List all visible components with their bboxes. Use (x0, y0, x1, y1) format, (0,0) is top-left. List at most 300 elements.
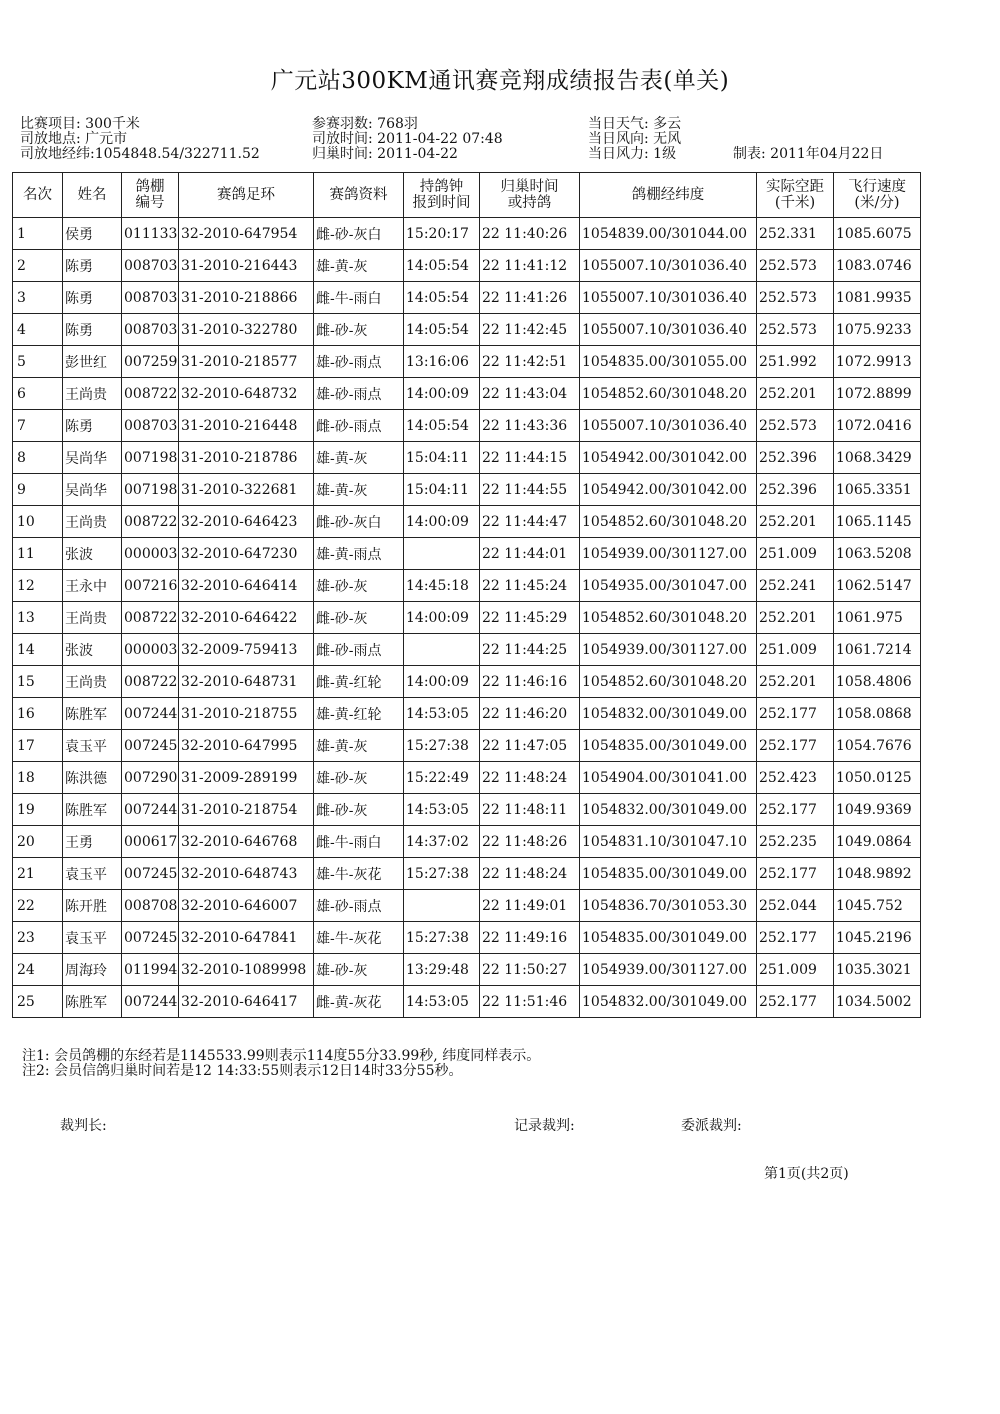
cell-return-time: 22 11:44:15 (480, 442, 580, 474)
cell-bird-info: 雌-砂-雨点 (314, 634, 404, 666)
cell-rank: 5 (13, 346, 63, 378)
header-text: 或持鸽 (507, 195, 552, 211)
header-text: 持鸽钟 (419, 179, 464, 195)
cell-speed: 1081.9935 (834, 282, 921, 314)
cell-rank: 4 (13, 314, 63, 346)
cell-speed: 1054.7676 (834, 730, 921, 762)
cell-clock-time: 15:04:11 (404, 474, 480, 506)
cell-distance: 251.009 (757, 954, 834, 986)
cell-ring-number: 31-2010-218786 (179, 442, 314, 474)
cell-loft-id: 008703 (122, 282, 179, 314)
cell-return-time: 22 11:44:25 (480, 634, 580, 666)
cell-rank: 19 (13, 794, 63, 826)
cell-distance: 252.177 (757, 986, 834, 1018)
table-header-row (13, 173, 921, 218)
cell-name: 袁玉平 (63, 922, 122, 954)
table-row (13, 922, 921, 954)
cell-bird-info: 雌-砂-灰白 (314, 218, 404, 250)
cell-loft-coords: 1054942.00/301042.00 (580, 474, 757, 506)
cell-loft-coords: 1054852.60/301048.20 (580, 602, 757, 634)
cell-rank: 18 (13, 762, 63, 794)
cell-name: 陈胜军 (63, 794, 122, 826)
cell-distance: 252.201 (757, 506, 834, 538)
cell-ring-number: 32-2010-647995 (179, 730, 314, 762)
cell-distance: 252.235 (757, 826, 834, 858)
table-row (13, 986, 921, 1018)
cell-clock-time: 13:16:06 (404, 346, 480, 378)
cell-name: 吴尚华 (63, 442, 122, 474)
cell-return-time: 22 11:48:26 (480, 826, 580, 858)
cell-rank: 15 (13, 666, 63, 698)
cell-name: 陈胜军 (63, 986, 122, 1018)
cell-distance: 252.241 (757, 570, 834, 602)
footnote-1: 注1: 会员鸽棚的东经若是1145533.99则表示114度55分33.99秒, 纬度同样表示。 (22, 1048, 541, 1064)
cell-rank: 7 (13, 410, 63, 442)
cell-bird-info: 雄-砂-雨点 (314, 378, 404, 410)
header-rank (13, 173, 63, 218)
cell-speed: 1072.9913 (834, 346, 921, 378)
header-text: 鸽棚 (135, 179, 165, 195)
cell-return-time: 22 11:48:24 (480, 858, 580, 890)
cell-ring-number: 32-2010-646417 (179, 986, 314, 1018)
cell-return-time: 22 11:46:20 (480, 698, 580, 730)
cell-speed: 1072.8899 (834, 378, 921, 410)
cell-rank: 17 (13, 730, 63, 762)
cell-speed: 1048.9892 (834, 858, 921, 890)
cell-clock-time (404, 890, 480, 922)
table-row (13, 602, 921, 634)
cell-rank: 20 (13, 826, 63, 858)
header-text: 名次 (23, 187, 52, 203)
cell-distance: 252.423 (757, 762, 834, 794)
cell-loft-id: 007244 (122, 698, 179, 730)
cell-return-time: 22 11:49:16 (480, 922, 580, 954)
cell-ring-number: 31-2010-218577 (179, 346, 314, 378)
cell-loft-id: 008722 (122, 602, 179, 634)
cell-speed: 1058.0868 (834, 698, 921, 730)
cell-speed: 1045.752 (834, 890, 921, 922)
cell-bird-info: 雌-牛-雨白 (314, 282, 404, 314)
cell-rank: 3 (13, 282, 63, 314)
cell-return-time: 22 11:43:04 (480, 378, 580, 410)
cell-return-time: 22 11:51:46 (480, 986, 580, 1018)
cell-clock-time (404, 634, 480, 666)
cell-distance: 252.396 (757, 474, 834, 506)
cell-return-time: 22 11:48:11 (480, 794, 580, 826)
cell-return-time: 22 11:44:47 (480, 506, 580, 538)
info-column-left (20, 117, 260, 162)
cell-clock-time: 14:00:09 (404, 602, 480, 634)
table-row (13, 794, 921, 826)
cell-bird-info: 雄-砂-灰 (314, 762, 404, 794)
cell-clock-time: 14:05:54 (404, 314, 480, 346)
cell-loft-coords: 1054832.00/301049.00 (580, 698, 757, 730)
cell-bird-info: 雄-黄-灰 (314, 250, 404, 282)
cell-name: 陈洪德 (63, 762, 122, 794)
cell-loft-coords: 1054852.60/301048.20 (580, 506, 757, 538)
cell-return-time: 22 11:49:01 (480, 890, 580, 922)
info-table-maker-date: 制表: 2011年04月22日 (733, 146, 884, 162)
header-text: 鸽棚经纬度 (631, 187, 705, 203)
cell-speed: 1049.0864 (834, 826, 921, 858)
table-row (13, 506, 921, 538)
cell-loft-id: 011133 (122, 218, 179, 250)
cell-bird-info: 雄-黄-雨点 (314, 538, 404, 570)
cell-distance: 252.201 (757, 378, 834, 410)
cell-loft-id: 007216 (122, 570, 179, 602)
cell-name: 王尚贵 (63, 506, 122, 538)
header-text: (千米) (774, 195, 816, 211)
cell-speed: 1034.5002 (834, 986, 921, 1018)
cell-loft-id: 007245 (122, 858, 179, 890)
header-return-time (480, 173, 580, 218)
cell-return-time: 22 11:40:26 (480, 218, 580, 250)
cell-loft-id: 008722 (122, 666, 179, 698)
table-row (13, 762, 921, 794)
info-return-date: 归巢时间: 2011-04-22 (312, 146, 458, 162)
cell-loft-coords: 1055007.10/301036.40 (580, 282, 757, 314)
info-weather: 当日天气: 多云 (588, 116, 682, 132)
cell-loft-id: 008703 (122, 410, 179, 442)
cell-name: 张波 (63, 634, 122, 666)
cell-clock-time: 15:22:49 (404, 762, 480, 794)
info-release-coords: 司放地经纬:1054848.54/322711.52 (20, 146, 260, 162)
cell-rank: 2 (13, 250, 63, 282)
cell-speed: 1085.6075 (834, 218, 921, 250)
cell-speed: 1058.4806 (834, 666, 921, 698)
cell-clock-time: 14:00:09 (404, 378, 480, 410)
cell-loft-coords: 1054835.00/301049.00 (580, 922, 757, 954)
cell-rank: 10 (13, 506, 63, 538)
cell-loft-coords: 1054904.00/301041.00 (580, 762, 757, 794)
cell-return-time: 22 11:44:01 (480, 538, 580, 570)
cell-bird-info: 雄-黄-灰 (314, 442, 404, 474)
cell-clock-time: 15:27:38 (404, 858, 480, 890)
cell-bird-info: 雌-黄-灰花 (314, 986, 404, 1018)
header-clock-time (404, 173, 480, 218)
cell-loft-coords: 1054839.00/301044.00 (580, 218, 757, 250)
cell-distance: 252.573 (757, 282, 834, 314)
cell-loft-id: 008703 (122, 250, 179, 282)
cell-name: 陈勇 (63, 282, 122, 314)
cell-return-time: 22 11:43:36 (480, 410, 580, 442)
cell-name: 王永中 (63, 570, 122, 602)
cell-loft-coords: 1055007.10/301036.40 (580, 250, 757, 282)
cell-clock-time: 15:27:38 (404, 730, 480, 762)
cell-rank: 25 (13, 986, 63, 1018)
cell-loft-id: 008708 (122, 890, 179, 922)
cell-loft-coords: 1054832.00/301049.00 (580, 794, 757, 826)
cell-distance: 252.201 (757, 602, 834, 634)
cell-loft-coords: 1054852.60/301048.20 (580, 378, 757, 410)
cell-ring-number: 31-2009-289199 (179, 762, 314, 794)
recording-referee-signature: 记录裁判: (514, 1118, 575, 1134)
footnotes (22, 1049, 540, 1079)
header-bird-info (314, 173, 404, 218)
cell-distance: 252.177 (757, 922, 834, 954)
cell-loft-id: 007245 (122, 730, 179, 762)
header-loft-id (122, 173, 179, 218)
cell-loft-id: 007244 (122, 794, 179, 826)
cell-loft-id: 007198 (122, 474, 179, 506)
cell-loft-id: 000003 (122, 538, 179, 570)
cell-return-time: 22 11:45:24 (480, 570, 580, 602)
cell-loft-coords: 1054832.00/301049.00 (580, 986, 757, 1018)
cell-speed: 1061.7214 (834, 634, 921, 666)
cell-distance: 252.573 (757, 250, 834, 282)
cell-bird-info: 雄-砂-灰 (314, 570, 404, 602)
cell-loft-coords: 1054831.10/301047.10 (580, 826, 757, 858)
header-text: 飞行速度 (848, 179, 906, 195)
table-row (13, 698, 921, 730)
cell-clock-time: 14:05:54 (404, 410, 480, 442)
cell-distance: 252.177 (757, 858, 834, 890)
cell-return-time: 22 11:41:12 (480, 250, 580, 282)
header-text: 编号 (135, 195, 165, 211)
cell-speed: 1061.975 (834, 602, 921, 634)
cell-rank: 6 (13, 378, 63, 410)
cell-clock-time: 13:29:48 (404, 954, 480, 986)
cell-name: 王勇 (63, 826, 122, 858)
cell-speed: 1049.9369 (834, 794, 921, 826)
cell-ring-number: 31-2010-322681 (179, 474, 314, 506)
cell-distance: 252.177 (757, 730, 834, 762)
cell-name: 陈勇 (63, 250, 122, 282)
cell-distance: 252.177 (757, 698, 834, 730)
info-race-item: 比赛项目: 300千米 (20, 116, 140, 132)
cell-name: 袁玉平 (63, 730, 122, 762)
cell-loft-coords: 1054835.00/301049.00 (580, 730, 757, 762)
cell-bird-info: 雄-牛-灰花 (314, 922, 404, 954)
table-row (13, 410, 921, 442)
cell-rank: 23 (13, 922, 63, 954)
cell-return-time: 22 11:42:51 (480, 346, 580, 378)
header-text: 报到时间 (412, 195, 471, 211)
cell-return-time: 22 11:44:55 (480, 474, 580, 506)
page-number: 第1页(共2页) (764, 1166, 849, 1182)
cell-bird-info: 雄-黄-灰 (314, 730, 404, 762)
cell-speed: 1063.5208 (834, 538, 921, 570)
cell-rank: 8 (13, 442, 63, 474)
cell-speed: 1035.3021 (834, 954, 921, 986)
cell-bird-info: 雌-牛-雨白 (314, 826, 404, 858)
cell-bird-info: 雄-砂-灰 (314, 954, 404, 986)
cell-ring-number: 32-2010-648743 (179, 858, 314, 890)
cell-ring-number: 32-2010-1089998 (179, 954, 314, 986)
cell-ring-number: 32-2010-646768 (179, 826, 314, 858)
cell-name: 王尚贵 (63, 602, 122, 634)
cell-ring-number: 31-2010-322780 (179, 314, 314, 346)
cell-clock-time: 14:37:02 (404, 826, 480, 858)
cell-distance: 251.992 (757, 346, 834, 378)
cell-speed: 1075.9233 (834, 314, 921, 346)
cell-loft-coords: 1054942.00/301042.00 (580, 442, 757, 474)
table-row (13, 570, 921, 602)
header-text: (米/分) (854, 195, 900, 211)
cell-return-time: 22 11:48:24 (480, 762, 580, 794)
cell-speed: 1065.1145 (834, 506, 921, 538)
cell-clock-time (404, 538, 480, 570)
table-row (13, 282, 921, 314)
cell-loft-coords: 1054939.00/301127.00 (580, 634, 757, 666)
cell-clock-time: 15:04:11 (404, 442, 480, 474)
cell-loft-coords: 1054836.70/301053.30 (580, 890, 757, 922)
cell-name: 周海玲 (63, 954, 122, 986)
cell-ring-number: 31-2010-218866 (179, 282, 314, 314)
table-row (13, 730, 921, 762)
cell-speed: 1083.0746 (834, 250, 921, 282)
cell-ring-number: 32-2010-648732 (179, 378, 314, 410)
table-row (13, 538, 921, 570)
info-column-right (588, 117, 681, 162)
header-name (63, 173, 122, 218)
header-ring-number (179, 173, 314, 218)
cell-loft-coords: 1054939.00/301127.00 (580, 538, 757, 570)
cell-loft-coords: 1055007.10/301036.40 (580, 314, 757, 346)
cell-name: 侯勇 (63, 218, 122, 250)
cell-speed: 1062.5147 (834, 570, 921, 602)
cell-name: 彭世红 (63, 346, 122, 378)
info-release-place: 司放地点: 广元市 (20, 131, 128, 147)
cell-distance: 252.331 (757, 218, 834, 250)
cell-return-time: 22 11:46:16 (480, 666, 580, 698)
table-row (13, 346, 921, 378)
info-release-time: 司放时间: 2011-04-22 07:48 (312, 131, 503, 147)
chief-referee-signature: 裁判长: (60, 1118, 107, 1134)
header-speed (834, 173, 921, 218)
table-row (13, 634, 921, 666)
cell-rank: 22 (13, 890, 63, 922)
table-row (13, 858, 921, 890)
cell-loft-id: 007259 (122, 346, 179, 378)
cell-speed: 1050.0125 (834, 762, 921, 794)
cell-ring-number: 31-2010-216443 (179, 250, 314, 282)
info-bird-count: 参赛羽数: 768羽 (312, 116, 418, 132)
cell-name: 袁玉平 (63, 858, 122, 890)
cell-speed: 1068.3429 (834, 442, 921, 474)
cell-bird-info: 雌-砂-灰白 (314, 506, 404, 538)
cell-ring-number: 31-2010-218754 (179, 794, 314, 826)
table-row (13, 666, 921, 698)
cell-ring-number: 31-2010-216448 (179, 410, 314, 442)
cell-distance: 251.009 (757, 538, 834, 570)
cell-distance: 252.573 (757, 410, 834, 442)
cell-clock-time: 14:00:09 (404, 506, 480, 538)
cell-clock-time: 14:45:18 (404, 570, 480, 602)
report-title: 广元站300KM通讯赛竞翔成绩报告表(单关) (270, 68, 730, 94)
header-loft-coords (580, 173, 757, 218)
cell-rank: 16 (13, 698, 63, 730)
cell-rank: 11 (13, 538, 63, 570)
cell-rank: 13 (13, 602, 63, 634)
cell-return-time: 22 11:50:27 (480, 954, 580, 986)
cell-ring-number: 32-2010-647841 (179, 922, 314, 954)
cell-bird-info: 雌-砂-灰 (314, 314, 404, 346)
cell-distance: 252.177 (757, 794, 834, 826)
cell-loft-id: 007198 (122, 442, 179, 474)
cell-bird-info: 雌-黄-红轮 (314, 666, 404, 698)
cell-rank: 14 (13, 634, 63, 666)
table-row (13, 442, 921, 474)
cell-return-time: 22 11:41:26 (480, 282, 580, 314)
cell-bird-info: 雌-砂-灰 (314, 602, 404, 634)
cell-rank: 1 (13, 218, 63, 250)
table-body (13, 218, 921, 1018)
cell-distance: 251.009 (757, 634, 834, 666)
table-row (13, 890, 921, 922)
header-text: 姓名 (77, 187, 107, 203)
cell-rank: 9 (13, 474, 63, 506)
cell-loft-coords: 1054835.00/301055.00 (580, 346, 757, 378)
cell-return-time: 22 11:45:29 (480, 602, 580, 634)
results-table (12, 172, 921, 1018)
cell-loft-id: 007244 (122, 986, 179, 1018)
cell-name: 陈开胜 (63, 890, 122, 922)
cell-name: 吴尚华 (63, 474, 122, 506)
cell-distance: 252.573 (757, 314, 834, 346)
cell-name: 陈勇 (63, 410, 122, 442)
table-row (13, 250, 921, 282)
cell-ring-number: 32-2009-759413 (179, 634, 314, 666)
info-wind-direction: 当日风向: 无风 (588, 131, 682, 147)
cell-bird-info: 雄-砂-雨点 (314, 890, 404, 922)
cell-return-time: 22 11:47:05 (480, 730, 580, 762)
cell-speed: 1065.3351 (834, 474, 921, 506)
cell-bird-info: 雄-黄-灰 (314, 474, 404, 506)
cell-loft-coords: 1054835.00/301049.00 (580, 858, 757, 890)
table-row (13, 314, 921, 346)
header-text: 归巢时间 (500, 179, 559, 195)
cell-bird-info: 雄-黄-红轮 (314, 698, 404, 730)
cell-ring-number: 32-2010-646414 (179, 570, 314, 602)
cell-rank: 24 (13, 954, 63, 986)
info-column-middle (312, 117, 503, 162)
cell-bird-info: 雌-砂-灰 (314, 794, 404, 826)
cell-rank: 21 (13, 858, 63, 890)
cell-clock-time: 14:00:09 (404, 666, 480, 698)
info-wind-force: 当日风力: 1级 (588, 146, 677, 162)
cell-loft-coords: 1055007.10/301036.40 (580, 410, 757, 442)
cell-loft-id: 000617 (122, 826, 179, 858)
cell-distance: 252.396 (757, 442, 834, 474)
cell-clock-time: 14:05:54 (404, 250, 480, 282)
cell-distance: 252.044 (757, 890, 834, 922)
cell-clock-time: 15:27:38 (404, 922, 480, 954)
header-distance (757, 173, 834, 218)
cell-ring-number: 32-2010-646422 (179, 602, 314, 634)
table-row (13, 826, 921, 858)
cell-name: 王尚贵 (63, 378, 122, 410)
table-row (13, 378, 921, 410)
header-text: 赛鸽资料 (329, 187, 388, 203)
cell-loft-id: 011994 (122, 954, 179, 986)
cell-loft-id: 008722 (122, 506, 179, 538)
cell-loft-id: 007290 (122, 762, 179, 794)
cell-speed: 1045.2196 (834, 922, 921, 954)
cell-ring-number: 32-2010-646423 (179, 506, 314, 538)
header-text: 赛鸽足环 (217, 187, 275, 203)
cell-name: 陈胜军 (63, 698, 122, 730)
cell-clock-time: 15:20:17 (404, 218, 480, 250)
cell-distance: 252.201 (757, 666, 834, 698)
cell-return-time: 22 11:42:45 (480, 314, 580, 346)
cell-loft-coords: 1054935.00/301047.00 (580, 570, 757, 602)
cell-ring-number: 32-2010-647954 (179, 218, 314, 250)
header-text: 实际空距 (766, 179, 824, 195)
cell-rank: 12 (13, 570, 63, 602)
cell-loft-id: 008703 (122, 314, 179, 346)
cell-loft-coords: 1054852.60/301048.20 (580, 666, 757, 698)
